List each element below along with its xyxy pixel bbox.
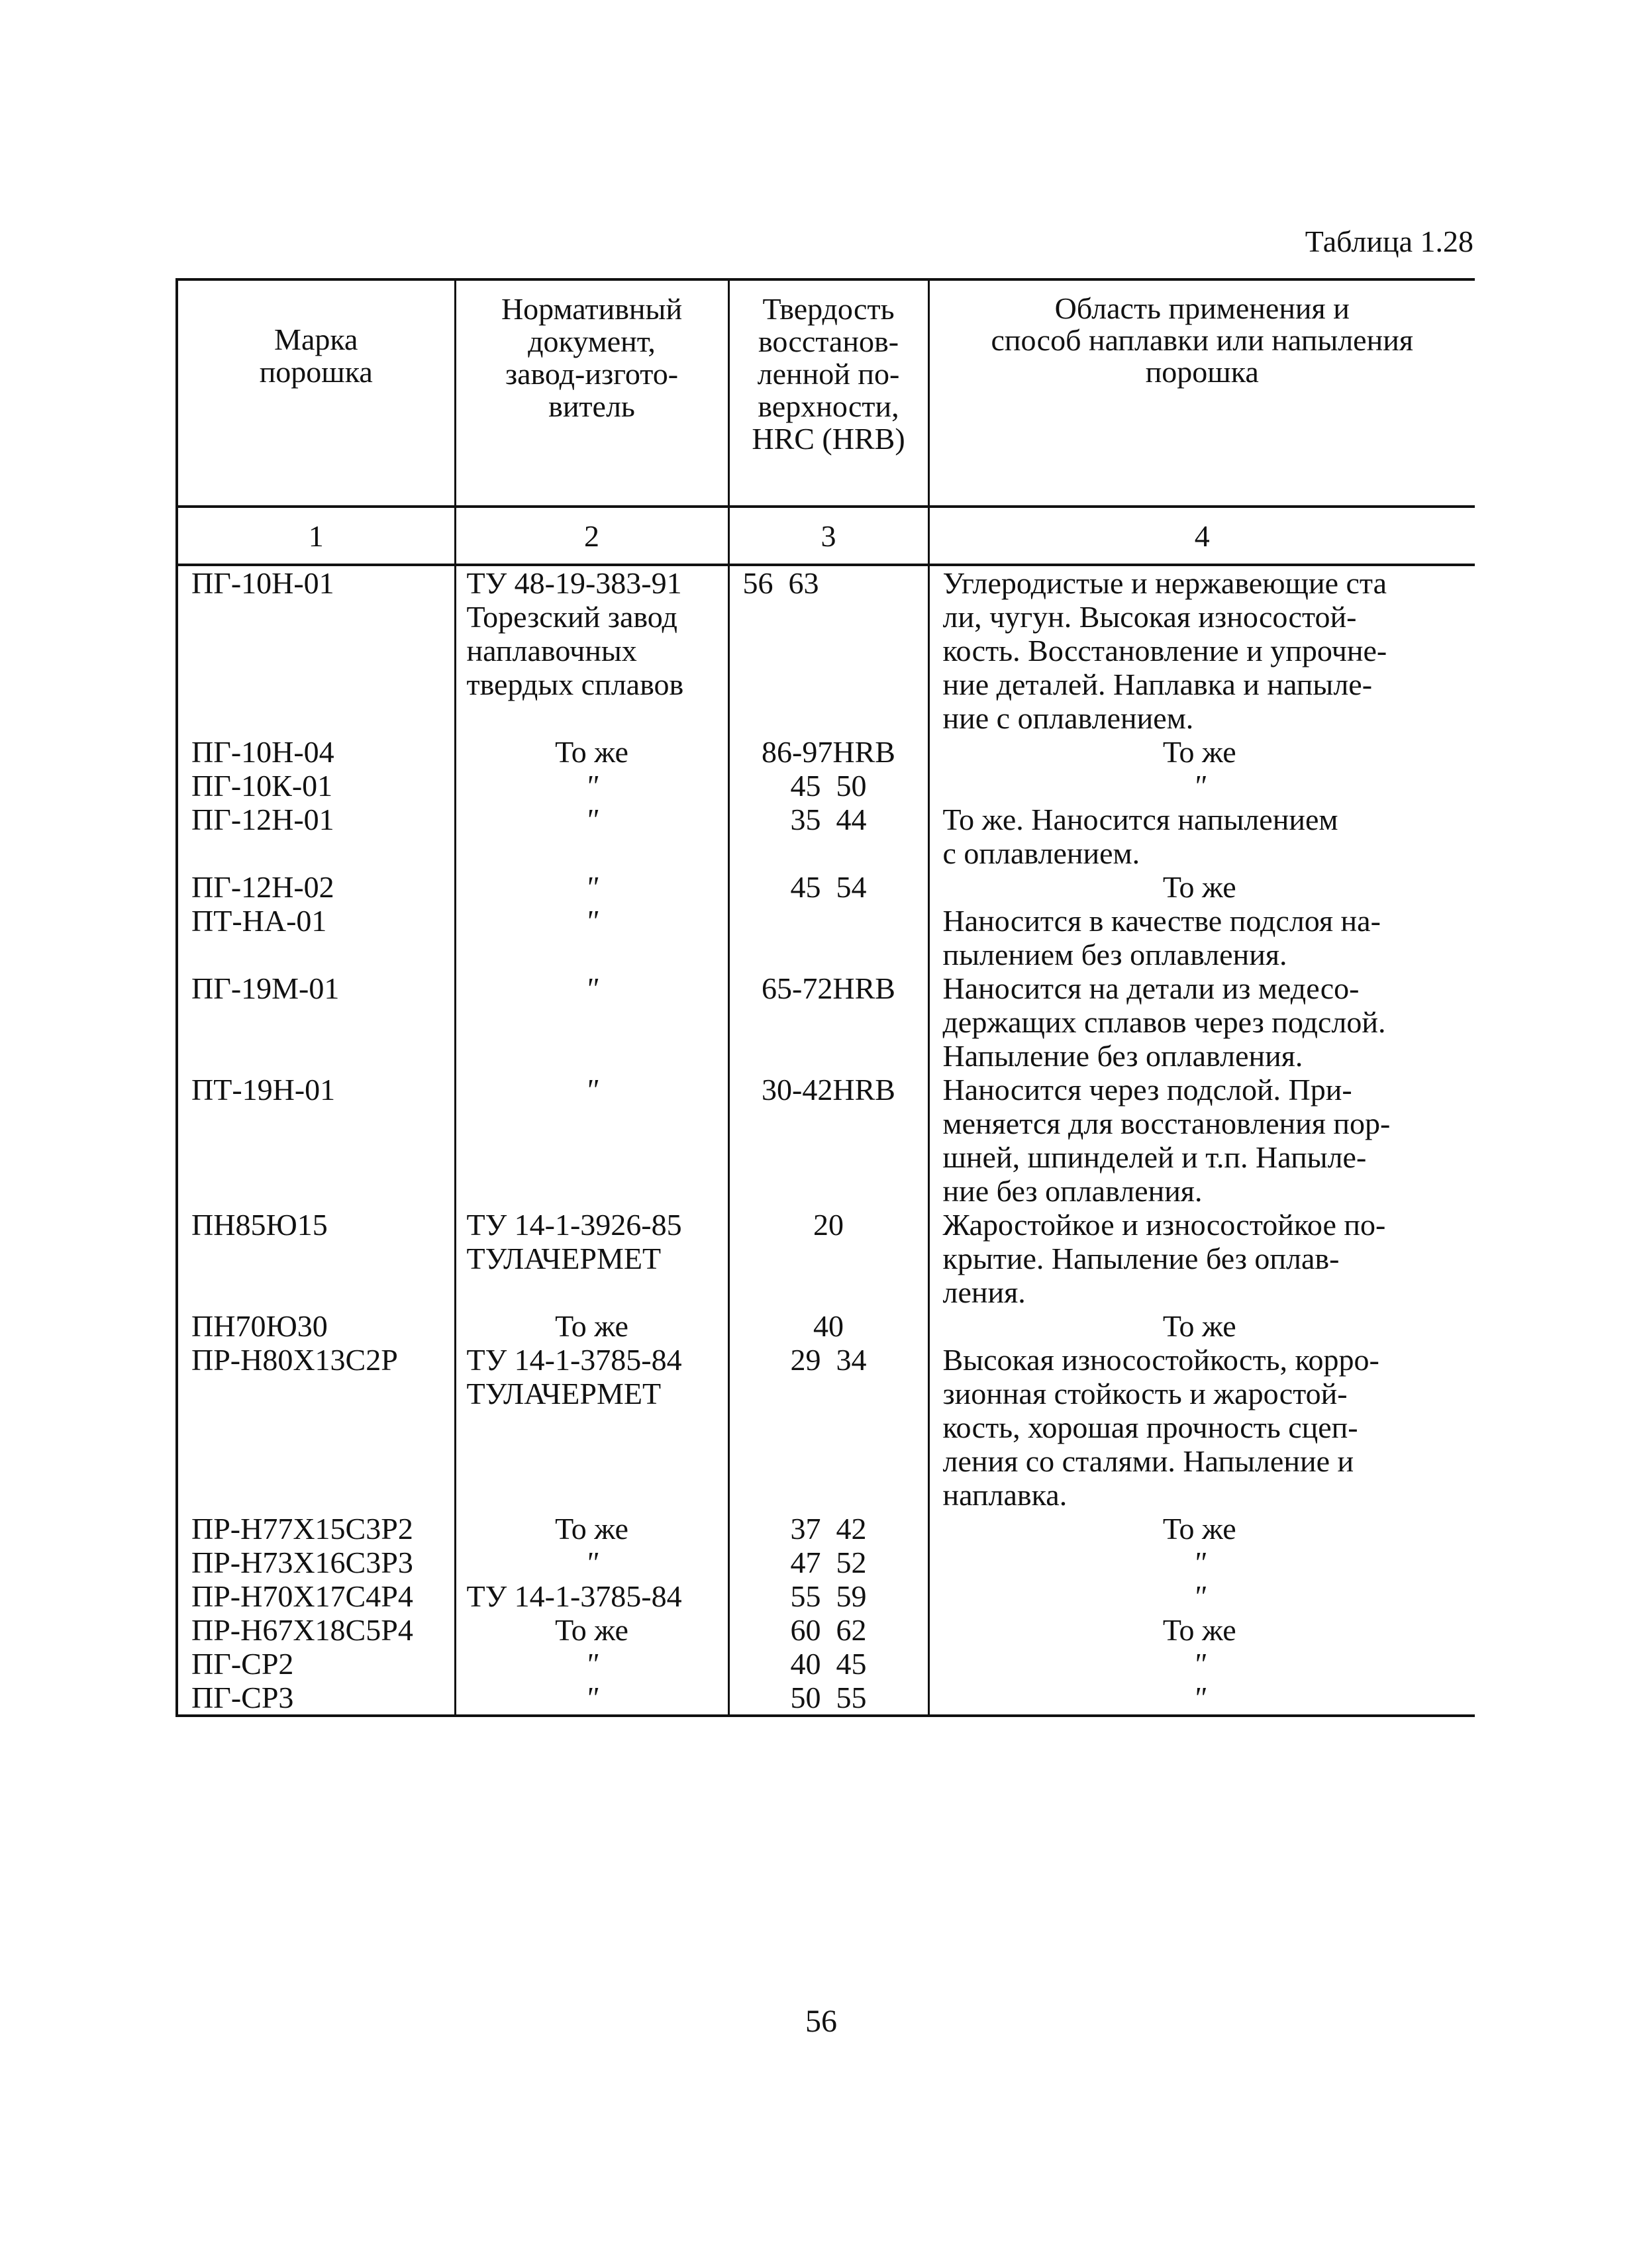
column-number: 4 xyxy=(928,507,1475,565)
table-row xyxy=(177,1613,1475,1647)
powder-mark: ПР-Н80Х13С2Р xyxy=(177,1343,455,1512)
powder-mark: ПР-Н70Х17С4Р4 xyxy=(177,1579,455,1613)
header-line: документ, xyxy=(528,324,656,358)
application-line: То же. Наносится напылением xyxy=(942,803,1338,836)
table-row xyxy=(177,1309,1475,1343)
header-line: витель xyxy=(548,389,635,423)
table-row xyxy=(177,904,1475,971)
application-line: Жаростойкое и износостойкое по- xyxy=(942,1208,1386,1242)
application-line: Наносится на детали из медесо- xyxy=(942,971,1360,1005)
header-line: способ наплавки или напыления xyxy=(991,323,1413,357)
table-row xyxy=(177,1647,1475,1681)
application-text xyxy=(928,904,1475,971)
normative-document xyxy=(455,565,728,735)
powder-mark: ПГ-10К-01 xyxy=(177,769,455,803)
header-line: Нормативный xyxy=(501,292,683,326)
powder-mark: ПТ-19Н-01 xyxy=(177,1073,455,1208)
document-line: ТУ 14-1-3785-84 xyxy=(466,1343,682,1377)
application-text: То же xyxy=(928,1613,1475,1647)
application-text: " xyxy=(928,769,1475,803)
table-row xyxy=(177,1681,1475,1716)
page-number: 56 xyxy=(805,2004,837,2039)
hardness-value: 40 xyxy=(728,1309,928,1343)
header-mark xyxy=(177,279,455,507)
application-line: ние деталей. Наплавка и напыле- xyxy=(942,667,1373,701)
powder-mark: ПР-Н77Х15С3Р2 xyxy=(177,1512,455,1546)
application-text xyxy=(928,971,1475,1073)
normative-document: " xyxy=(455,803,728,870)
application-line: с оплавлением. xyxy=(942,836,1140,870)
hardness-value: 30-42HRB xyxy=(728,1073,928,1208)
table-row xyxy=(177,769,1475,803)
table-row xyxy=(177,1546,1475,1579)
powder-mark: ПГ-СР2 xyxy=(177,1647,455,1681)
column-number: 2 xyxy=(455,507,728,565)
header-line: Марка xyxy=(274,322,358,356)
table-row xyxy=(177,870,1475,904)
application-line: держащих сплавов через подслой. xyxy=(942,1005,1386,1039)
normative-document: То же xyxy=(455,1512,728,1546)
application-text: " xyxy=(928,1647,1475,1681)
normative-document: ТУ 14-1-3785-84 xyxy=(455,1579,728,1613)
application-line: зионная стойкость и жаростой- xyxy=(942,1377,1348,1410)
application-text xyxy=(928,565,1475,735)
application-text: То же xyxy=(928,870,1475,904)
document-line: наплавочных xyxy=(466,634,637,667)
table-row xyxy=(177,735,1475,769)
powder-mark: ПГ-19М-01 xyxy=(177,971,455,1073)
hardness-value: 37 42 xyxy=(728,1512,928,1546)
normative-document: " xyxy=(455,1546,728,1579)
table-row xyxy=(177,1512,1475,1546)
application-text: " xyxy=(928,1681,1475,1716)
header-hardness xyxy=(728,279,928,507)
application-line: ления. xyxy=(942,1275,1026,1309)
normative-document: " xyxy=(455,1073,728,1208)
application-text xyxy=(928,1343,1475,1512)
normative-document xyxy=(455,1208,728,1309)
application-line: ли, чугун. Высокая износостой- xyxy=(942,600,1357,634)
application-line: крытие. Напыление без оплав- xyxy=(942,1242,1340,1275)
document-line: ТУЛАЧЕРМЕТ xyxy=(466,1242,662,1275)
powder-mark: ПГ-10Н-04 xyxy=(177,735,455,769)
normative-document: " xyxy=(455,1647,728,1681)
powder-mark: ПР-Н67Х18С5Р4 xyxy=(177,1613,455,1647)
normative-document: То же xyxy=(455,1309,728,1343)
application-line: наплавка. xyxy=(942,1478,1068,1512)
application-text xyxy=(928,1208,1475,1309)
powder-table xyxy=(175,278,1475,1717)
normative-document: " xyxy=(455,870,728,904)
normative-document: " xyxy=(455,971,728,1073)
powder-mark: ПГ-12Н-01 xyxy=(177,803,455,870)
normative-document: " xyxy=(455,904,728,971)
header-line: порошка xyxy=(1145,355,1259,389)
hardness-value: 29 34 xyxy=(728,1343,928,1512)
normative-document xyxy=(455,1343,728,1512)
hardness-value: 55 59 xyxy=(728,1579,928,1613)
table-caption: Таблица 1.28 xyxy=(1305,224,1473,258)
table-row xyxy=(177,803,1475,870)
hardness-value: 47 52 xyxy=(728,1546,928,1579)
hardness-value: 56 63 xyxy=(728,565,928,735)
column-number: 3 xyxy=(728,507,928,565)
table-row xyxy=(177,565,1475,735)
column-number-row xyxy=(177,507,1475,565)
hardness-value: 65-72HRB xyxy=(728,971,928,1073)
table-row xyxy=(177,1208,1475,1309)
header-line: Область применения и xyxy=(1054,291,1350,325)
table-row xyxy=(177,971,1475,1073)
header-line: ленной по- xyxy=(757,357,900,391)
hardness-value xyxy=(728,904,928,971)
application-line: шней, шпинделей и т.п. Напыле- xyxy=(942,1140,1367,1174)
powder-mark: ПН70Ю30 xyxy=(177,1309,455,1343)
document-line: ТУ 48-19-383-91 xyxy=(466,566,682,600)
application-text: " xyxy=(928,1546,1475,1579)
hardness-value: 20 xyxy=(728,1208,928,1309)
hardness-value: 50 55 xyxy=(728,1681,928,1716)
document-line: твердых сплавов xyxy=(466,667,684,701)
normative-document: То же xyxy=(455,735,728,769)
application-text xyxy=(928,1073,1475,1208)
hardness-value: 45 54 xyxy=(728,870,928,904)
normative-document: " xyxy=(455,1681,728,1716)
powder-mark: ПН85Ю15 xyxy=(177,1208,455,1309)
hardness-value: 86-97HRB xyxy=(728,735,928,769)
header-line: Твердость xyxy=(762,292,895,326)
column-number: 1 xyxy=(177,507,455,565)
document-line: ТУЛАЧЕРМЕТ xyxy=(466,1377,662,1410)
normative-document: То же xyxy=(455,1613,728,1647)
hardness-value: 45 50 xyxy=(728,769,928,803)
application-text: То же xyxy=(928,735,1475,769)
header-line: завод-изгото- xyxy=(505,357,679,391)
hardness-value: 35 44 xyxy=(728,803,928,870)
application-line: Углеродистые и нержавеющие ста xyxy=(942,566,1387,600)
powder-mark: ПР-Н73Х16С3Р3 xyxy=(177,1546,455,1579)
hardness-value: 40 45 xyxy=(728,1647,928,1681)
header-document xyxy=(455,279,728,507)
application-line: ние с оплавлением. xyxy=(942,701,1194,735)
application-line: кость. Восстановление и упрочне- xyxy=(942,634,1387,667)
document-line: Торезский завод xyxy=(466,600,677,634)
application-text: " xyxy=(928,1579,1475,1613)
application-text xyxy=(928,803,1475,870)
powder-mark: ПГ-12Н-02 xyxy=(177,870,455,904)
powder-mark: ПГ-СР3 xyxy=(177,1681,455,1716)
application-line: кость, хорошая прочность сцеп- xyxy=(942,1410,1358,1444)
application-text: То же xyxy=(928,1512,1475,1546)
header-line: восстанов- xyxy=(758,324,899,358)
normative-document: " xyxy=(455,769,728,803)
application-line: Напыление без оплавления. xyxy=(942,1039,1303,1073)
application-line: Наносится через подслой. При- xyxy=(942,1073,1352,1107)
header-row xyxy=(177,279,1475,507)
application-line: меняется для восстановления пор- xyxy=(942,1107,1391,1140)
application-line: Наносится в качестве подслоя на- xyxy=(942,904,1381,938)
header-line: HRC (HRB) xyxy=(752,422,905,456)
header-line: порошка xyxy=(259,355,373,389)
powder-mark: ПТ-НА-01 xyxy=(177,904,455,971)
application-line: Высокая износостойкость, корро- xyxy=(942,1343,1379,1377)
application-line: ления со сталями. Напыление и xyxy=(942,1444,1354,1478)
table-row xyxy=(177,1073,1475,1208)
application-line: ние без оплавления. xyxy=(942,1174,1203,1208)
table-row xyxy=(177,1343,1475,1512)
table-row xyxy=(177,1579,1475,1613)
application-line: пылением без оплавления. xyxy=(942,938,1287,971)
application-text: То же xyxy=(928,1309,1475,1343)
header-line: верхности, xyxy=(758,389,899,423)
hardness-value: 60 62 xyxy=(728,1613,928,1647)
powder-mark: ПГ-10Н-01 xyxy=(177,565,455,735)
document-line: ТУ 14-1-3926-85 xyxy=(466,1208,682,1242)
header-application xyxy=(928,279,1475,507)
